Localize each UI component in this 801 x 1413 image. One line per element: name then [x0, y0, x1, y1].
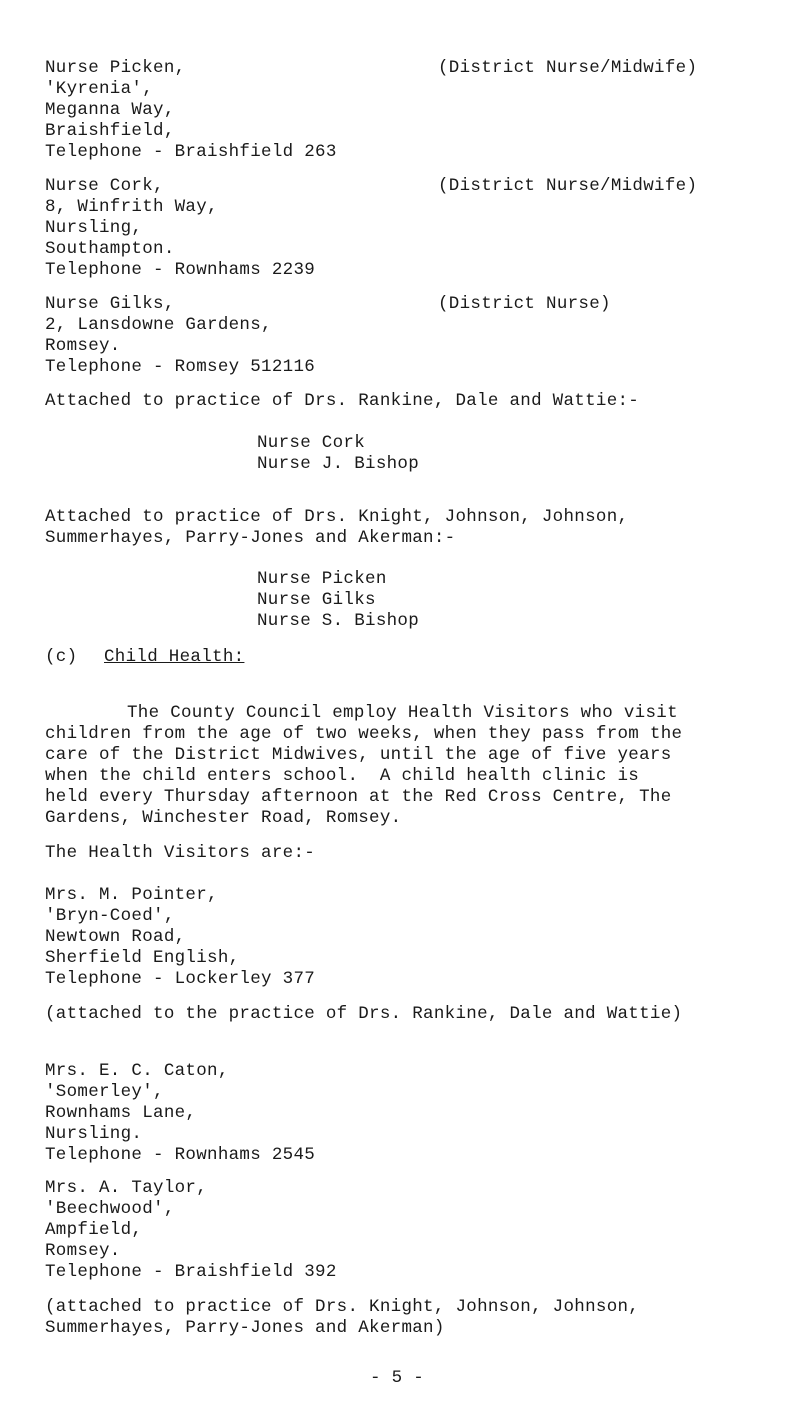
contact-line: Southampton.	[45, 239, 175, 259]
visitor-caton	[45, 1061, 315, 1166]
contact-line: Nurse Cork,	[45, 176, 164, 196]
visitor-pointer	[45, 885, 315, 990]
nurse-name: Nurse Cork	[257, 433, 366, 453]
visitor-note: (attached to the practice of Drs. Rankine, Dale and Wattie)	[45, 1004, 683, 1024]
paragraph-line: when the child enters school. A child health clinic is	[45, 766, 640, 786]
visitors-intro: The Health Visitors are:-	[45, 843, 316, 863]
contact-role: (District Nurse/Midwife)	[438, 58, 698, 78]
contact-role: (District Nurse)	[438, 294, 611, 314]
contact-nurse-cork	[45, 176, 315, 281]
visitor-line: 'Bryn-Coed',	[45, 906, 175, 926]
visitor-line: 'Somerley',	[45, 1082, 164, 1102]
visitor-line: Telephone - Rownhams 2545	[45, 1145, 316, 1165]
contact-line: Telephone - Romsey 512116	[45, 357, 316, 377]
child-health-paragraph	[45, 703, 765, 829]
contact-line: 2, Lansdowne Gardens,	[45, 315, 272, 335]
contact-line: 'Kyrenia',	[45, 79, 154, 99]
contact-nurse-picken	[45, 58, 337, 163]
note-line: Summerhayes, Parry-Jones and Akerman)	[45, 1318, 445, 1338]
visitor-line: Ampfield,	[45, 1220, 143, 1240]
visitor-line: Newtown Road,	[45, 927, 186, 947]
attached-line: Summerhayes, Parry-Jones and Akerman:-	[45, 528, 456, 548]
visitor-taylor	[45, 1178, 337, 1283]
attached-practice-1: Attached to practice of Drs. Rankine, Dale and Wattie:-	[45, 391, 640, 411]
attached-1-nurses	[257, 433, 419, 475]
note-line: (attached to practice of Drs. Knight, Johnson, Johnson,	[45, 1297, 640, 1317]
attached-line: Attached to practice of Drs. Knight, Johnson, Johnson,	[45, 507, 629, 527]
paragraph-line: The County Council employ Health Visitors who visit	[127, 703, 678, 723]
paragraph-line: care of the District Midwives, until the age of five years	[45, 745, 672, 765]
visitor-line: Nursling.	[45, 1124, 143, 1144]
attached-2-nurses	[257, 569, 419, 632]
visitor-line: Sherfield English,	[45, 948, 240, 968]
contact-line: Nursling,	[45, 218, 143, 238]
paragraph-line: Gardens, Winchester Road, Romsey.	[45, 808, 402, 828]
contact-role: (District Nurse/Midwife)	[438, 176, 698, 196]
paragraph-line: children from the age of two weeks, when they pass from the	[45, 724, 683, 744]
nurse-name: Nurse J. Bishop	[257, 454, 420, 474]
visitor-line: Mrs. M. Pointer,	[45, 885, 218, 905]
visitor-line: 'Beechwood',	[45, 1199, 175, 1219]
contact-line: Romsey.	[45, 336, 121, 356]
visitor-line: Telephone - Lockerley 377	[45, 969, 316, 989]
contact-line: Meganna Way,	[45, 100, 175, 120]
contact-line: Braishfield,	[45, 121, 175, 141]
contact-line: Telephone - Rownhams 2239	[45, 260, 316, 280]
section-heading: Child Health:	[104, 647, 245, 667]
contact-line: Nurse Gilks,	[45, 294, 175, 314]
nurse-name: Nurse S. Bishop	[257, 611, 420, 631]
visitor-line: Mrs. E. C. Caton,	[45, 1061, 229, 1081]
nurse-name: Nurse Picken	[257, 569, 387, 589]
contact-nurse-gilks	[45, 294, 315, 378]
section-label: (c)	[45, 647, 78, 667]
contact-line: Telephone - Braishfield 263	[45, 142, 337, 162]
page-number: - 5 -	[370, 1368, 425, 1388]
nurse-name: Nurse Gilks	[257, 590, 376, 610]
contact-line: 8, Winfrith Way,	[45, 197, 218, 217]
paragraph-line: held every Thursday afternoon at the Red Cross Centre, The	[45, 787, 672, 807]
visitor-line: Romsey.	[45, 1241, 121, 1261]
visitor-line: Rownhams Lane,	[45, 1103, 197, 1123]
visitor-note	[45, 1297, 639, 1339]
visitor-line: Mrs. A. Taylor,	[45, 1178, 208, 1198]
contact-line: Nurse Picken,	[45, 58, 186, 78]
attached-practice-2	[45, 507, 628, 549]
visitor-line: Telephone - Braishfield 392	[45, 1262, 337, 1282]
